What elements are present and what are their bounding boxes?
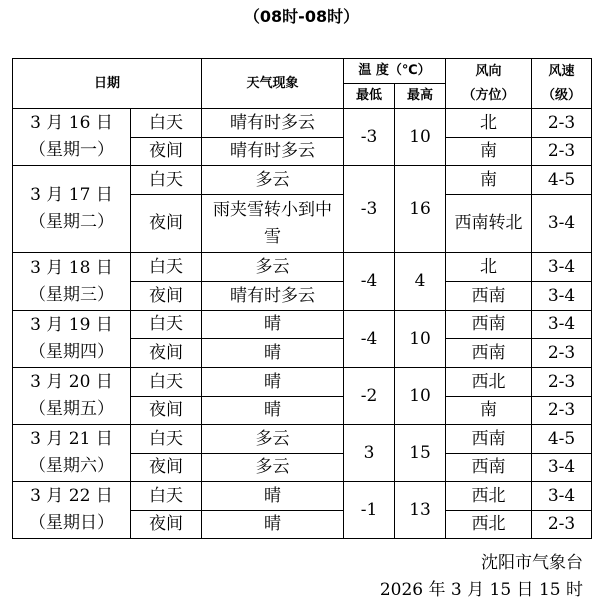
date-cell — [13, 311, 131, 368]
wind-speed-cell: 4-5 — [532, 166, 592, 195]
weekday-label: （星期六） — [29, 456, 114, 476]
wind-direction-cell: 北 — [446, 253, 532, 282]
wind-speed-cell: 3-4 — [532, 253, 592, 282]
header-wind-speed-unit: （级） — [542, 87, 582, 103]
temp-max-cell: 10 — [395, 109, 446, 166]
date-cell — [13, 368, 131, 425]
wind-speed-cell: 3-4 — [532, 311, 592, 339]
weekday-label: （星期一） — [29, 140, 114, 160]
header-wind-direction-unit: （方位） — [462, 87, 515, 103]
wind-speed-cell: 2-3 — [532, 109, 592, 138]
date-label: 3 月 18 日 — [30, 257, 113, 278]
period-label: 白天 — [131, 166, 202, 195]
temp-max-cell: 13 — [395, 482, 446, 539]
header-weather: 天气现象 — [202, 59, 344, 109]
period-label: 夜间 — [131, 282, 202, 311]
date-label: 3 月 20 日 — [30, 372, 113, 392]
header-wind-speed-label: 风速 — [548, 63, 575, 79]
weekday-label: （星期三） — [29, 284, 114, 305]
temp-max-cell: 4 — [395, 253, 446, 311]
wind-direction-cell: 西南 — [446, 339, 532, 368]
temp-min-cell: -2 — [344, 368, 395, 425]
wind-direction-cell: 西北 — [446, 511, 532, 539]
forecast-row-day — [13, 425, 592, 454]
date-cell — [13, 109, 131, 166]
temp-min-cell: -3 — [344, 109, 395, 166]
period-label: 夜间 — [131, 339, 202, 368]
temp-min-cell: -3 — [344, 166, 395, 253]
wind-direction-cell: 西北 — [446, 482, 532, 511]
date-cell — [13, 482, 131, 539]
temp-min-cell: -4 — [344, 311, 395, 368]
date-label: 3 月 19 日 — [30, 315, 113, 335]
temp-max-cell: 16 — [395, 166, 446, 253]
date-cell — [13, 166, 131, 253]
wind-direction-cell: 西南 — [446, 425, 532, 454]
period-label: 夜间 — [131, 397, 202, 425]
wind-speed-cell: 3-4 — [532, 282, 592, 311]
wind-direction-cell: 西北 — [446, 368, 532, 397]
period-label: 白天 — [131, 253, 202, 282]
wind-speed-cell: 3-4 — [532, 454, 592, 482]
forecast-row-day — [13, 253, 592, 282]
weekday-label: （星期日） — [29, 513, 114, 533]
weather-cell: 晴 — [202, 397, 344, 425]
date-cell — [13, 425, 131, 482]
wind-speed-cell: 2-3 — [532, 339, 592, 368]
weather-cell: 晴 — [202, 339, 344, 368]
forecast-row-day — [13, 311, 592, 339]
weather-cell: 雨夹雪转小到中雪 — [202, 195, 344, 253]
header-temp-max: 最高 — [395, 84, 446, 109]
period-label: 白天 — [131, 368, 202, 397]
temp-max-cell: 15 — [395, 425, 446, 482]
forecast-row-day — [13, 166, 592, 195]
forecast-subtitle: （08时-08时） — [243, 7, 360, 26]
weather-cell: 晴有时多云 — [202, 138, 344, 166]
weather-cell: 多云 — [202, 454, 344, 482]
period-label: 夜间 — [131, 511, 202, 539]
weather-cell: 多云 — [202, 253, 344, 282]
wind-speed-cell: 2-3 — [532, 511, 592, 539]
date-label: 3 月 16 日 — [30, 113, 113, 133]
forecast-row-day — [13, 109, 592, 138]
wind-direction-cell: 南 — [446, 166, 532, 195]
forecast-body — [13, 109, 592, 539]
temp-min-cell: -4 — [344, 253, 395, 311]
header-wind-speed — [532, 59, 592, 109]
wind-speed-cell: 4-5 — [532, 425, 592, 454]
period-label: 白天 — [131, 109, 202, 138]
forecast-row-day — [13, 368, 592, 397]
period-label: 白天 — [131, 425, 202, 454]
weather-cell: 晴 — [202, 311, 344, 339]
weather-cell: 晴有时多云 — [202, 282, 344, 311]
issuing-office: 沈阳市气象台 — [481, 553, 583, 573]
issue-time: 2026 年 3 月 15 日 15 时 — [379, 580, 583, 600]
weather-cell: 晴 — [202, 368, 344, 397]
temp-max-cell: 10 — [395, 311, 446, 368]
temp-max-cell: 10 — [395, 368, 446, 425]
wind-direction-cell: 西南 — [446, 454, 532, 482]
wind-speed-cell: 2-3 — [532, 397, 592, 425]
weekday-label: （星期五） — [29, 399, 114, 419]
header-date: 日期 — [13, 59, 202, 109]
wind-direction-cell: 西南 — [446, 282, 532, 311]
weekday-label: （星期二） — [29, 212, 114, 232]
forecast-table — [12, 58, 592, 539]
wind-speed-cell: 2-3 — [532, 138, 592, 166]
wind-direction-cell: 西南转北 — [446, 195, 532, 253]
temp-min-cell: -1 — [344, 482, 395, 539]
wind-direction-cell: 北 — [446, 109, 532, 138]
header-wind-direction-label: 风向 — [475, 63, 502, 79]
date-label: 3 月 21 日 — [30, 429, 113, 449]
date-label: 3 月 17 日 — [30, 185, 113, 205]
period-label: 白天 — [131, 482, 202, 511]
forecast-row-day — [13, 482, 592, 511]
temp-min-cell: 3 — [344, 425, 395, 482]
period-label: 夜间 — [131, 195, 202, 253]
period-label: 夜间 — [131, 138, 202, 166]
weather-cell: 晴有时多云 — [202, 109, 344, 138]
wind-direction-cell: 南 — [446, 138, 532, 166]
date-cell — [13, 253, 131, 311]
header-row — [13, 59, 592, 84]
header-temperature: 温 度（℃） — [344, 59, 446, 84]
period-label: 白天 — [131, 311, 202, 339]
period-label: 夜间 — [131, 454, 202, 482]
weather-cell: 多云 — [202, 425, 344, 454]
wind-speed-cell: 2-3 — [532, 368, 592, 397]
wind-speed-cell: 3-4 — [532, 195, 592, 253]
weather-cell: 晴 — [202, 511, 344, 539]
date-label: 3 月 22 日 — [30, 486, 113, 506]
header-temp-min: 最低 — [344, 84, 395, 109]
wind-direction-cell: 西南 — [446, 311, 532, 339]
weather-cell: 晴 — [202, 482, 344, 511]
weekday-label: （星期四） — [29, 342, 114, 362]
weather-cell: 多云 — [202, 166, 344, 195]
wind-speed-cell: 3-4 — [532, 482, 592, 511]
wind-direction-cell: 南 — [446, 397, 532, 425]
header-wind-direction — [446, 59, 532, 109]
